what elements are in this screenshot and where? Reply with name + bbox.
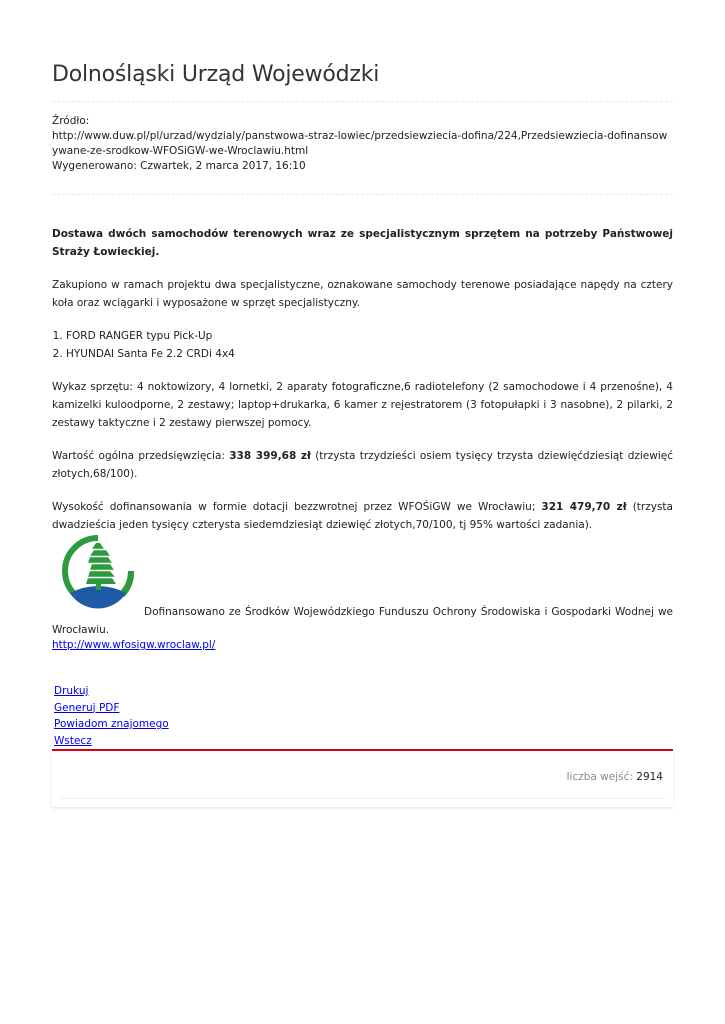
back-link[interactable]: Wstecz bbox=[54, 734, 92, 747]
page-title: Dolnośląski Urząd Wojewódzki bbox=[52, 62, 380, 87]
grant-value bbox=[52, 498, 673, 534]
grant-prefix: Wysokość dofinansowania w formie dotacji bezzwrotnej przez WFOŚiGW we Wrocławiu; bbox=[52, 501, 542, 513]
generated-date: Wygenerowano: Czwartek, 2 marca 2017, 16:10 bbox=[52, 160, 306, 172]
wfosigw-link[interactable]: http://www.wfosigw.wroclaw.pl/ bbox=[52, 639, 216, 651]
notify-friend-link[interactable]: Powiadom znajomego bbox=[54, 718, 169, 730]
visit-counter bbox=[567, 771, 663, 783]
tree-logo-icon bbox=[60, 535, 136, 611]
generate-pdf-link[interactable]: Generuj PDF bbox=[54, 701, 120, 714]
footer bbox=[52, 749, 673, 807]
total-prefix: Wartość ogólna przedsięwzięcia: bbox=[52, 450, 230, 462]
divider bbox=[52, 194, 673, 195]
total-suffix: (trzysta trzydzieści osiem tysięcy trzysta dziewięćdziesiąt dziewięć złotych,68/100). bbox=[52, 450, 673, 480]
article-content bbox=[52, 225, 673, 549]
counter-label: liczba wejść: bbox=[566, 771, 633, 783]
counter-value: 2914 bbox=[636, 771, 663, 783]
source-url: http://www.duw.pl/pl/urzad/wydzialy/panstwowa-straz-lowiec/przedsiewziecia-dofina/224,Przedsiewziecia-dofinansowywane-ze-srodkow-WFOSiGW-we-Wroclawiu.html bbox=[52, 130, 668, 157]
print-link[interactable]: Drukuj bbox=[54, 685, 89, 697]
funding-caption: Dofinansowano ze Środków Wojewódzkiego Funduszu Ochrony Środowiska i Gospodarki Wodnej we Wrocławiu. bbox=[52, 606, 673, 636]
article-intro: Zakupiono w ramach projektu dwa specjalistyczne, oznakowane samochody terenowe posiadające napędy na cztery koła oraz wciągarki i wyposażone w sprzęt specjalistyczny. bbox=[52, 279, 673, 309]
source-info bbox=[52, 114, 673, 174]
article-lead: Dostawa dwóch samochodów terenowych wraz ze specjalistycznym sprzętem na potrzeby Państwowej Straży Łowieckiej. bbox=[52, 228, 673, 258]
divider bbox=[60, 798, 665, 799]
divider bbox=[52, 101, 673, 102]
total-value bbox=[52, 447, 673, 483]
wfosigw-logo bbox=[60, 535, 136, 611]
list-item: 1. FORD RANGER typu Pick-Up bbox=[66, 327, 673, 345]
total-amount: 338 399,68 zł bbox=[229, 450, 311, 462]
source-label: Źródło: bbox=[52, 115, 90, 127]
vehicle-list bbox=[52, 327, 673, 363]
list-item: 2. HYUNDAI Santa Fe 2.2 CRDi 4x4 bbox=[66, 345, 673, 363]
equipment-list: Wykaz sprzętu: 4 noktowizory, 4 lornetki, 2 aparaty fotograficzne,6 radiotelefony (2 samochodowe i 4 przenośne), 4 kamizelki kuloodporne, 2 zestawy; laptop+drukarka, 6 kamer z rejestratorem (3 fotopułapki i 3 nasobne), 2 pilarki, 2 zestawy taktyczne i 2 zestawy pierwszej pomocy. bbox=[52, 381, 673, 429]
grant-suffix: (trzysta dwadzieścia jeden tysięcy czterysta siedemdziesiąt dziewięć złotych,70/100, tj 95% wartości zadania). bbox=[52, 501, 673, 531]
grant-amount: 321 479,70 zł bbox=[541, 501, 627, 513]
actions-menu bbox=[54, 683, 169, 749]
